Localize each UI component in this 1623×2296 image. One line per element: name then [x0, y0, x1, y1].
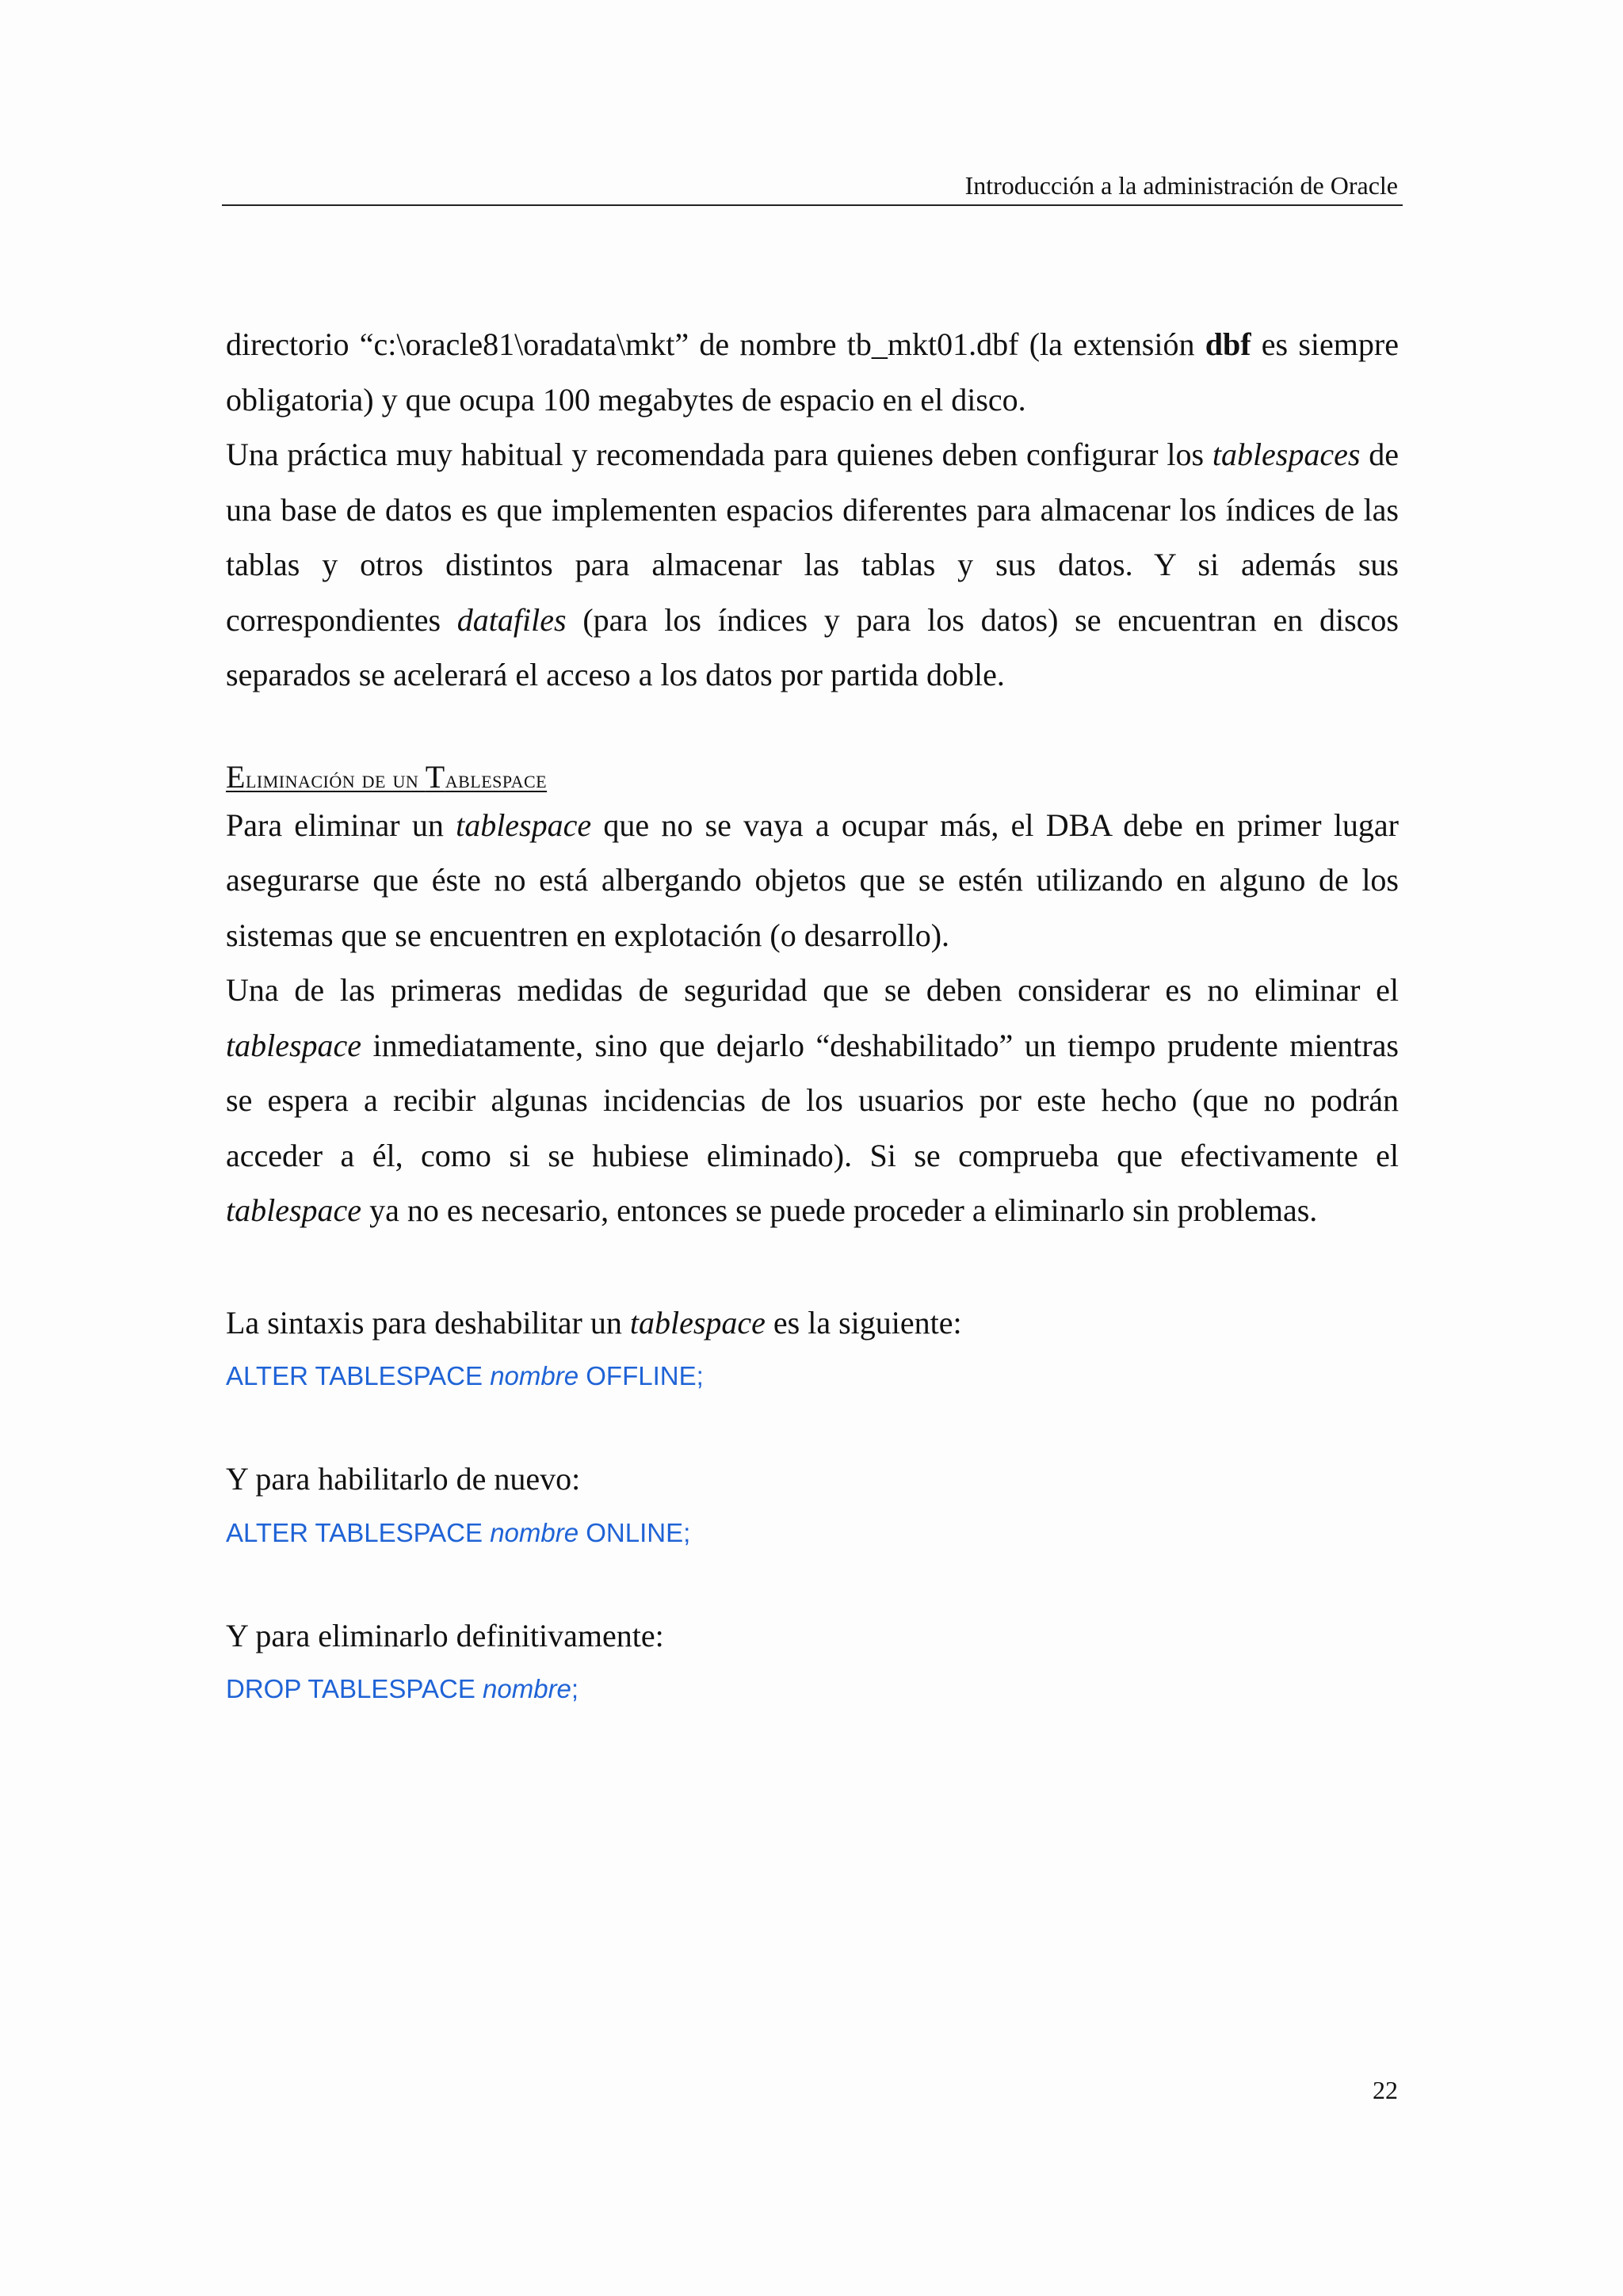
paragraph-eliminate — [226, 798, 1399, 963]
syntax-drop-label: Y para eliminarlo definitivamente: — [226, 1617, 664, 1653]
code-offline-prefix: ALTER TABLESPACE — [226, 1361, 491, 1390]
paragraph-practice-italic-2: datafiles — [456, 601, 567, 638]
syntax-offline-label-text-1: La sintaxis para deshabilitar un — [226, 1304, 630, 1341]
paragraph-security-italic-2: tablespace — [226, 1192, 362, 1228]
paragraph-directory-text-1: directorio “c:\oracle81\oradata\mkt” de nombre tb_mkt01.dbf (la extensión — [226, 326, 1205, 362]
paragraph-practice-text-2: de una base de datos es que implementen espacios diferentes para almacenar los índices de las tablas y otros distintos para almacenar las tablas y sus datos. Y si además sus correspondientes — [226, 437, 1399, 638]
section-heading-rest-2: ablespace — [445, 764, 548, 793]
syntax-offline-label-text-2: es la siguiente: — [765, 1304, 962, 1341]
paragraph-security — [226, 963, 1399, 1238]
code-drop-suffix: ; — [571, 1674, 579, 1703]
code-online-param: nombre — [490, 1517, 579, 1547]
code-drop-param: nombre — [483, 1674, 571, 1703]
page-content — [226, 317, 1399, 1709]
section-heading-initial-2: T — [425, 758, 445, 795]
paragraph-practice-italic-1: tablespaces — [1212, 437, 1361, 472]
paragraph-eliminate-italic-1: tablespace — [456, 807, 592, 843]
code-online-suffix: ONLINE; — [579, 1517, 691, 1547]
paragraph-eliminate-text-1: Para eliminar un — [226, 807, 456, 843]
running-header: Introducción a la administración de Oracle — [964, 171, 1398, 200]
paragraph-directory-text-2: es siempre obligatoria) y que ocupa 100 megabytes de espacio en el disco. — [226, 326, 1399, 418]
code-drop — [226, 1669, 1399, 1709]
paragraph-practice — [226, 427, 1399, 703]
paragraph-directory — [226, 317, 1399, 427]
syntax-offline-label-italic: tablespace — [629, 1304, 766, 1341]
paragraph-practice-text-1: Una práctica muy habitual y recomendada para quienes deben configurar los — [226, 437, 1212, 472]
code-offline-suffix: OFFLINE; — [579, 1361, 704, 1390]
syntax-offline-label — [226, 1295, 1399, 1351]
paragraph-security-text-1: Una de las primeras medidas de seguridad que se deben considerar es no eliminar el — [226, 972, 1399, 1008]
code-online-prefix: ALTER TABLESPACE — [226, 1517, 491, 1547]
code-offline-param: nombre — [490, 1361, 579, 1390]
code-alter-offline — [226, 1356, 1399, 1396]
paragraph-security-text-2: inmediatamente, sino que dejarlo “deshabilitado” un tiempo prudente mientras se espera a recibir algunas incidencias de los usuarios por este hecho (que no podrán acceder a él, como si se hubiese eliminado). Si se comprueba que efectivamente el — [226, 1027, 1399, 1173]
paragraph-security-italic-1: tablespace — [226, 1027, 362, 1063]
paragraph-practice-text-3: (para los índices y para los datos) se encuentran en discos separados se acelerará el acceso a los datos por partida doble. — [226, 601, 1399, 692]
section-heading-rest-1: liminación de un — [245, 764, 426, 793]
section-heading — [226, 758, 1399, 798]
paragraph-eliminate-text-2: que no se vaya a ocupar más, el DBA debe en primer lugar asegurarse que éste no está albergando objetos que se estén utilizando en alguno de los sistemas que se encuentren en explotación (o desarrollo). — [226, 807, 1400, 953]
code-alter-online — [226, 1513, 1399, 1553]
code-drop-prefix: DROP TABLESPACE — [226, 1674, 483, 1703]
paragraph-directory-bold: dbf — [1205, 326, 1251, 362]
header-rule — [222, 204, 1403, 206]
page-number: 22 — [1373, 2076, 1398, 2104]
section-heading-initial-1: E — [226, 758, 246, 795]
syntax-online-label: Y para habilitarlo de nuevo: — [226, 1461, 581, 1497]
paragraph-security-text-3: ya no es necesario, entonces se puede proceder a eliminarlo sin problemas. — [361, 1192, 1318, 1228]
